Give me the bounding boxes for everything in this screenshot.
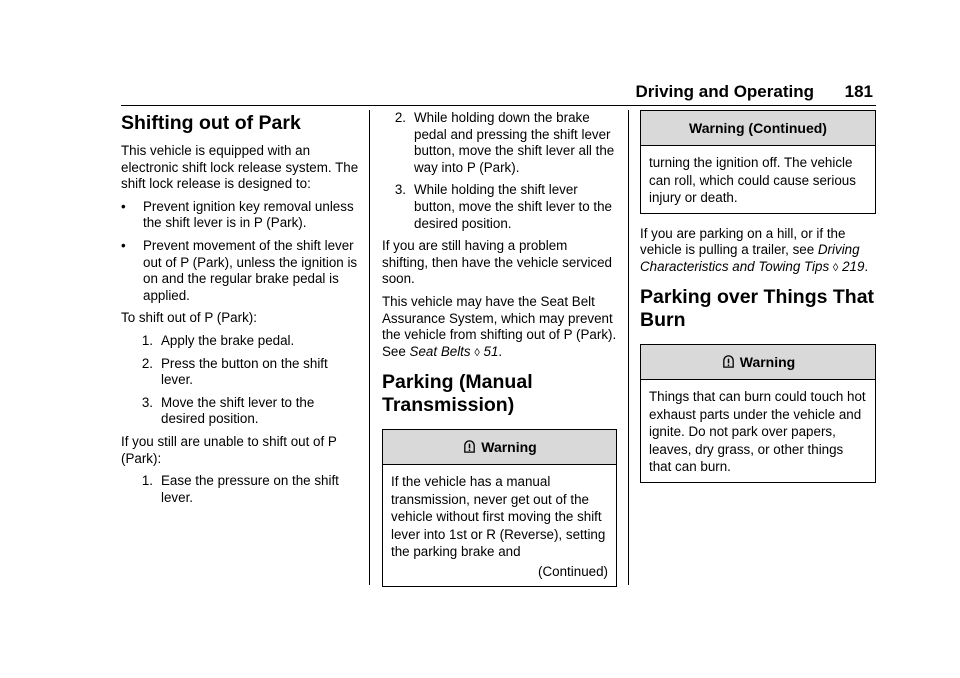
warning-box bbox=[640, 344, 876, 483]
warning-body bbox=[641, 146, 875, 213]
still-problem-paragraph: If you are still having a problem shifting, then have the vehicle serviced soon. bbox=[382, 238, 613, 287]
warning-title: Warning bbox=[481, 439, 537, 456]
warning-text: Things that can burn could touch hot exhaust parts under the vehicle and ignite. Do not park over papers, leaves, dry grass, or other things that can burn. bbox=[649, 389, 866, 475]
step-text: While holding the shift lever button, move the shift lever to the desired position. bbox=[414, 182, 612, 231]
page-ref-number[interactable]: 219 bbox=[842, 258, 865, 274]
warning-icon bbox=[721, 354, 736, 369]
paragraph-text: . bbox=[498, 343, 503, 359]
column-2 bbox=[382, 110, 617, 599]
towing-tips-link[interactable]: Driving Characteristics and Towing Tips bbox=[640, 242, 860, 274]
warning-header bbox=[383, 430, 616, 465]
warning-text: turning the ignition off. The vehicle can roll, which could cause serious injury or death. bbox=[649, 155, 856, 205]
list-item bbox=[121, 238, 359, 304]
column-divider bbox=[369, 110, 370, 585]
intro-paragraph: This vehicle is equipped with an electronic shift lock release system. The shift lock release is designed to: bbox=[121, 143, 359, 192]
page-ref-icon: ◊ bbox=[474, 346, 480, 359]
list-item bbox=[382, 110, 617, 176]
step-number: 2. bbox=[394, 110, 406, 125]
column-3 bbox=[640, 110, 876, 495]
bullet-mark: • bbox=[121, 198, 126, 214]
step-number: 3. bbox=[394, 182, 406, 198]
paragraph-text: If you are parking on a hill, or if the vehicle is pulling a trailer, see bbox=[640, 225, 846, 258]
warning-header: Warning (Continued) bbox=[641, 111, 875, 146]
warning-icon bbox=[462, 439, 477, 454]
unable-paragraph: If you still are unable to shift out of P (Park): bbox=[121, 433, 337, 466]
page-ref-number[interactable]: 51 bbox=[483, 343, 499, 359]
warning-body bbox=[641, 380, 875, 482]
warning-box bbox=[382, 429, 617, 587]
warning-title: Warning bbox=[739, 354, 796, 371]
step-text: Press the button on the shift lever. bbox=[161, 355, 328, 388]
list-item bbox=[121, 356, 359, 389]
paragraph-text: This vehicle may have the Seat Belt Assurance System, which may prevent the vehicle from shifting out of P (Park). See bbox=[382, 293, 617, 359]
step-number: 3. bbox=[141, 394, 153, 410]
step-number: 1. bbox=[141, 473, 153, 489]
list-item bbox=[382, 182, 617, 232]
step-text: While holding down the brake pedal and pressing the shift lever button, move the shift lever all the way into P (Park). bbox=[414, 110, 615, 175]
column-1 bbox=[121, 110, 359, 512]
bullet-text: Prevent movement of the shift lever out of P (Park), unless the ignition is on and the regular brake pedal is applied. bbox=[143, 237, 358, 303]
step-number: 1. bbox=[141, 332, 153, 348]
step-text: Apply the brake pedal. bbox=[161, 332, 295, 348]
section-title: Driving and Operating bbox=[635, 82, 814, 101]
step-text: Ease the pressure on the shift lever. bbox=[161, 473, 339, 505]
header-rule bbox=[121, 105, 876, 106]
page-ref-icon: ◊ bbox=[832, 261, 839, 274]
column-divider bbox=[628, 110, 629, 585]
heading-parking-over-things: Parking over Things That Burn bbox=[640, 286, 875, 332]
list-item bbox=[121, 333, 359, 350]
list-item bbox=[121, 199, 359, 232]
seat-belts-link[interactable]: Seat Belts bbox=[409, 343, 471, 359]
warning-header bbox=[641, 345, 875, 380]
heading-shifting-out-of-park: Shifting out of Park bbox=[121, 112, 301, 134]
bullet-mark: • bbox=[121, 237, 126, 253]
step-number: 2. bbox=[141, 355, 153, 371]
to-shift-paragraph: To shift out of P (Park): bbox=[121, 310, 257, 326]
step-text: Move the shift lever to the desired position. bbox=[161, 394, 315, 427]
continued-label: (Continued) bbox=[538, 563, 608, 579]
page-number: 181 bbox=[844, 82, 873, 101]
paragraph-text: . bbox=[864, 258, 869, 274]
page-header bbox=[0, 82, 960, 106]
warning-body bbox=[383, 465, 616, 586]
warning-box-continued bbox=[640, 110, 876, 214]
hill-paragraph bbox=[640, 226, 876, 277]
list-item bbox=[121, 395, 359, 428]
list-item bbox=[121, 473, 359, 506]
seat-belt-paragraph bbox=[382, 294, 617, 361]
warning-text: If the vehicle has a manual transmission, never get out of the vehicle without first moving the shift lever into 1st or R (Reverse), setting the parking brake and bbox=[391, 474, 606, 560]
heading-parking-manual: Parking (Manual Transmission) bbox=[382, 371, 533, 417]
bullet-text: Prevent ignition key removal unless the shift lever is in P (Park). bbox=[143, 198, 354, 231]
